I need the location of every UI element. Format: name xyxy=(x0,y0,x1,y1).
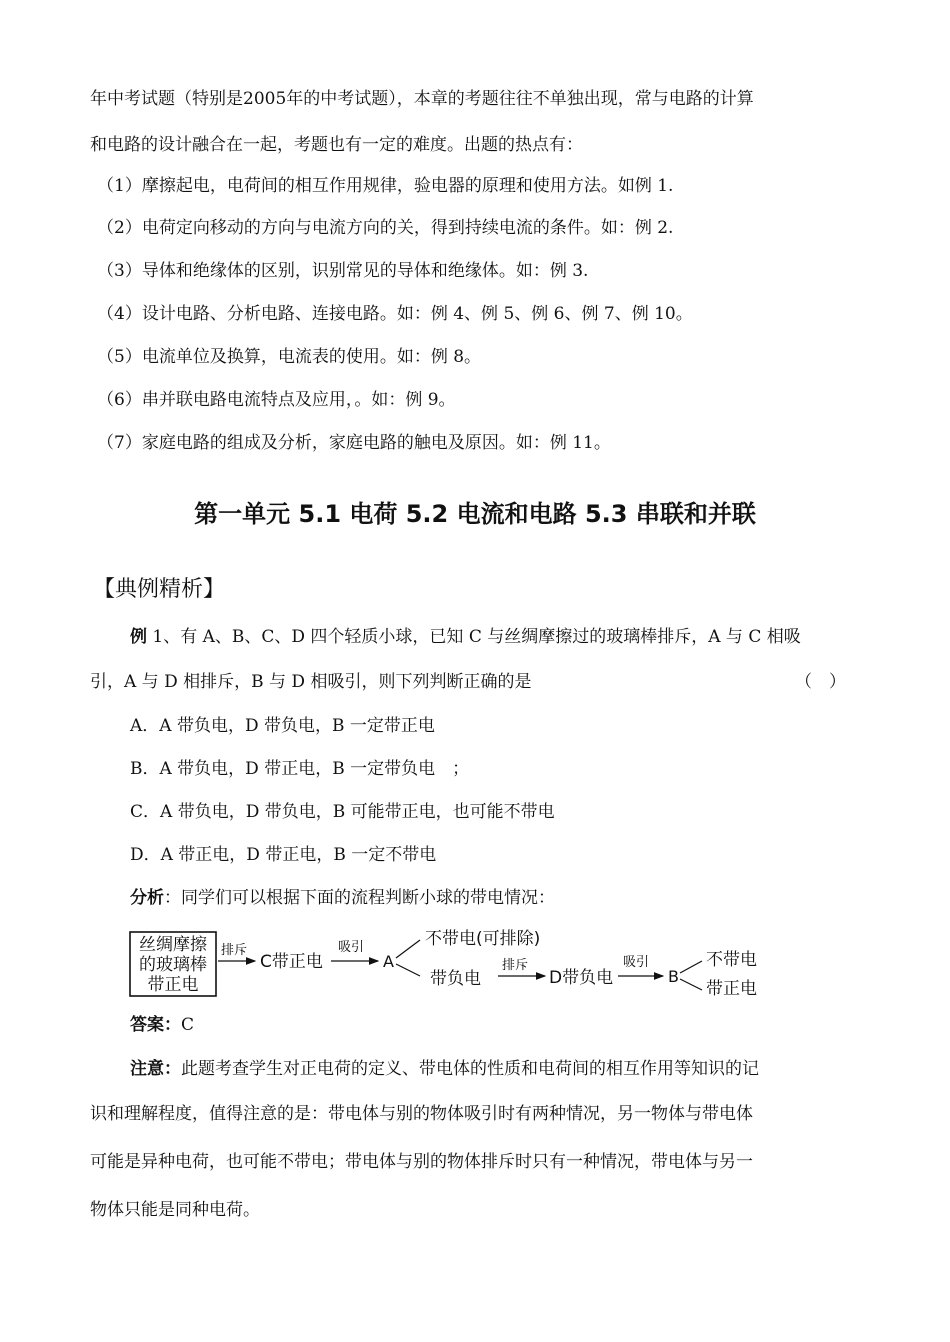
note-line-4: 物体只能是同种电荷。 xyxy=(90,1200,260,1220)
d-charge-label: D带负电 xyxy=(549,968,614,988)
section-heading: 【典例精析】 xyxy=(93,577,226,602)
example-1-text: 1、有 A、B、C、D 四个轻质小球，已知 C 与丝绸摩擦过的玻璃棒排斥，A 与 C 相吸 xyxy=(147,627,801,647)
branch-line-icon xyxy=(680,961,702,973)
answer-label: 答案： xyxy=(130,1015,181,1035)
c-charge-label: C带正电 xyxy=(260,952,323,972)
hotspot-item: （7）家庭电路的组成及分析，家庭电路的触电及原因。如：例 11。 xyxy=(97,433,611,453)
note-text: 此题考查学生对正电荷的定义、带电体的性质和电荷间的相互作用等知识的记 xyxy=(181,1059,759,1079)
note-line-1 xyxy=(130,1058,759,1080)
branch-line-icon xyxy=(396,964,420,976)
unit-title: 第一单元 5.1 电荷 5.2 电流和电路 5.3 串联和并联 xyxy=(194,500,756,528)
note-line-2: 识和理解程度，值得注意的是：带电体与别的物体吸引时有两种情况，另一物体与带电体 xyxy=(90,1104,753,1124)
branch-line-icon xyxy=(680,979,702,990)
hotspot-item: （2）电荷定向移动的方向与电流方向的关，得到持续电流的条件。如：例 2. xyxy=(97,218,674,238)
arrow-label-repel: 排斥 xyxy=(501,958,529,973)
answer-value: C xyxy=(181,1015,195,1035)
source-box-line-2: 的玻璃棒 xyxy=(139,955,207,975)
b-branch-upper: 不带电 xyxy=(706,950,757,970)
b-branch-lower: 带正电 xyxy=(706,979,757,999)
charge-flowchart xyxy=(128,924,778,1000)
node-b: B xyxy=(668,967,679,986)
option-b: B．A 带负电，D 带正电，B 一定带负电 ； xyxy=(130,759,470,779)
note-line-3: 可能是异种电荷，也可能不带电；带电体与别的物体排斥时只有一种情况，带电体与另一 xyxy=(90,1152,753,1172)
hotspot-item: （5）电流单位及换算，电流表的使用。如：例 8。 xyxy=(97,347,482,367)
arrow-label-repel: 排斥 xyxy=(220,943,248,958)
option-a: A．A 带负电，D 带负电，B 一定带正电 xyxy=(130,716,435,736)
answer-line xyxy=(130,1014,194,1036)
a-branch-upper: 不带电(可排除) xyxy=(425,929,541,949)
note-label: 注意： xyxy=(130,1059,181,1079)
hotspot-item: （1）摩擦起电，电荷间的相互作用规律，验电器的原理和使用方法。如例 1. xyxy=(97,176,674,196)
example-label: 例 xyxy=(130,627,147,647)
example-1-line-1 xyxy=(130,626,801,648)
hotspot-item: （3）导体和绝缘体的区别，识别常见的导体和绝缘体。如：例 3. xyxy=(97,261,589,281)
a-branch-lower: 带负电 xyxy=(430,969,481,989)
answer-blank: （ ） xyxy=(795,672,846,692)
hotspot-item: （6）串并联电路电流特点及应用，。如：例 9。 xyxy=(97,390,456,410)
source-box-line-3: 带正电 xyxy=(147,975,199,995)
analysis-line xyxy=(130,887,555,909)
analysis-label: 分析 xyxy=(130,888,164,908)
arrow-label-attract: 吸引 xyxy=(337,940,365,955)
source-box-line-1: 丝绸摩擦 xyxy=(139,935,207,955)
intro-line-1: 年中考试题（特别是2005年的中考试题），本章的考题往往不单独出现，常与电路的计算 xyxy=(90,89,754,109)
branch-line-icon xyxy=(396,940,420,958)
analysis-text: ：同学们可以根据下面的流程判断小球的带电情况： xyxy=(164,888,555,908)
arrow-label-attract: 吸引 xyxy=(622,955,650,970)
option-c: C．A 带负电，D 带负电，B 可能带正电，也可能不带电 xyxy=(130,802,555,822)
hotspot-item: （4）设计电路、分析电路、连接电路。如：例 4、例 5、例 6、例 7、例 10。 xyxy=(97,304,693,324)
node-a: A xyxy=(383,952,394,971)
intro-line-2: 和电路的设计融合在一起，考题也有一定的难度。出题的热点有： xyxy=(90,135,583,155)
option-d: D．A 带正电，D 带正电，B 一定不带电 xyxy=(130,845,437,865)
example-1-line-2: 引，A 与 D 相排斥，B 与 D 相吸引，则下列判断正确的是 xyxy=(90,672,532,692)
